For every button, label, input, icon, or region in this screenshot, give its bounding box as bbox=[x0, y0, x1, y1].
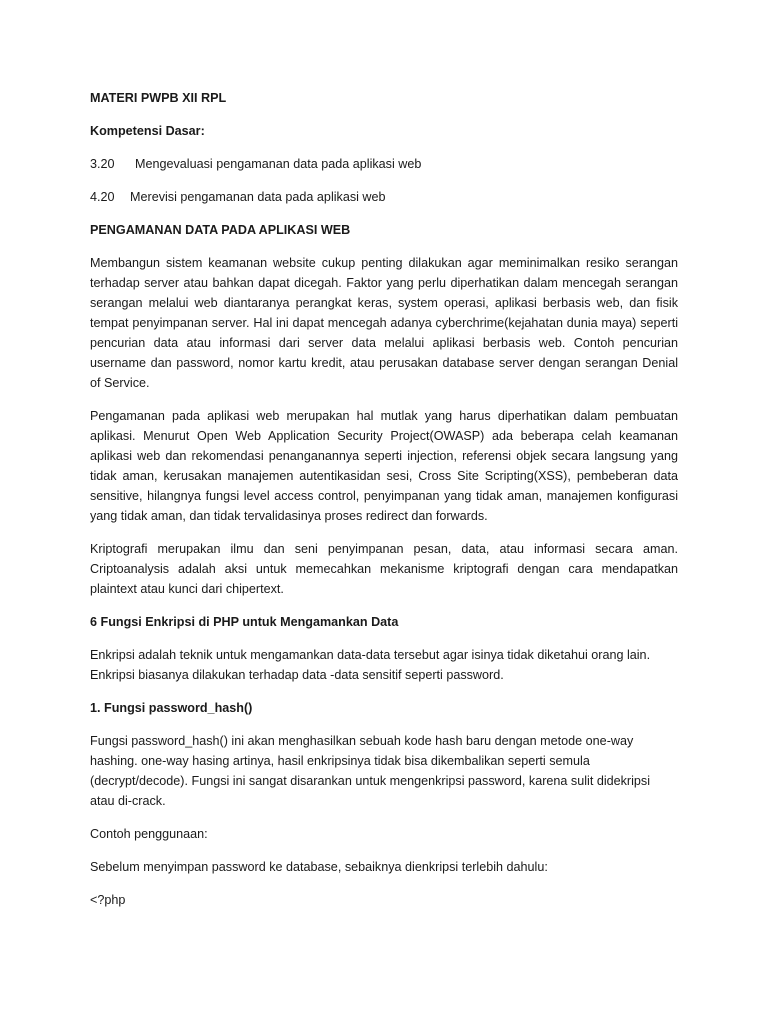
fungsi-heading: 1. Fungsi password_hash() bbox=[90, 701, 253, 715]
kompetensi-item bbox=[90, 154, 678, 174]
document-title: MATERI PWPB XII RPL bbox=[90, 91, 227, 105]
body-paragraph: Pengamanan pada aplikasi web merupakan hal mutlak yang harus diperhatikan dalam pembuatan aplikasi. Menurut Open Web Application Security Project(OWASP) ada beberapa celah keamanan aplikasi web dan rekomendasi penanganannya seperti injection, referensi objek secara langsung yang tidak aman, kerusakan manajemen autentikasidan sesi, Cross Site Scripting(XSS), pembeberan data sensitive, hilangnya fungsi level access control, penyimpanan yang tidak aman, manajemen konfigurasi yang tidak aman, dan tidak tervalidasinya proses redirect dan forwards. bbox=[90, 409, 678, 523]
section-heading: PENGAMANAN DATA PADA APLIKASI WEB bbox=[90, 223, 351, 237]
sebelum-line: Sebelum menyimpan password ke database, sebaiknya dienkripsi terlebih dahulu: bbox=[90, 860, 548, 874]
enkripsi-line: Enkripsi biasanya dilakukan terhadap data -data sensitif seperti password. bbox=[90, 668, 504, 682]
kompetensi-number: 4.20 bbox=[90, 190, 115, 204]
enkripsi-paragraph bbox=[90, 645, 678, 685]
enkripsi-heading: 6 Fungsi Enkripsi di PHP untuk Mengamankan Data bbox=[90, 615, 399, 629]
kompetensi-number: 3.20 bbox=[90, 157, 115, 171]
body-paragraph: Membangun sistem keamanan website cukup penting dilakukan agar meminimalkan resiko serangan terhadap server atau bahkan dapat dicegah. Faktor yang perlu diperhatikan dalam mencegah serangan serangan melalui web diantaranya perangkat keras, system operasi, aplikasi berbasis web, dan fisik tempat penyimpanan server. Hal ini dapat mencegah adanya cyberchrime(kejahatan dunia maya) seperti pencurian data atau informasi dari server data melalui aplikasi berbasis web. Contoh pencurian username dan password, nomor kartu kredit, atau perusakan database server dengan serangan Denial of Service. bbox=[90, 256, 678, 390]
contoh-label: Contoh penggunaan: bbox=[90, 827, 208, 841]
kompetensi-heading: Kompetensi Dasar: bbox=[90, 124, 205, 138]
enkripsi-line: Enkripsi adalah teknik untuk mengamankan data-data tersebut agar isinya tidak diketahui orang lain. bbox=[90, 648, 651, 662]
body-paragraph: Kriptografi merupakan ilmu dan seni penyimpanan pesan, data, atau informasi secara aman. Criptoanalysis adalah aksi untuk memecahkan mekanisme kriptografi dengan cara mendapatkan plaintext atau kunci dari chipertext. bbox=[90, 542, 678, 596]
fungsi-paragraph: Fungsi password_hash() ini akan menghasilkan sebuah kode hash baru dengan metode one-way hashing. one-way hasing artinya, hasil enkripsinya tidak bisa dikembalikan seperti semula (decrypt/decode). Fungsi ini sangat disarankan untuk mengenkripsi password, karena sulit didekripsi atau di-crack. bbox=[90, 734, 651, 808]
kompetensi-item bbox=[90, 187, 678, 207]
kompetensi-text: Merevisi pengamanan data pada aplikasi web bbox=[130, 190, 386, 204]
document-page bbox=[90, 88, 678, 923]
code-start: <?php bbox=[90, 893, 126, 907]
kompetensi-text: Mengevaluasi pengamanan data pada aplikasi web bbox=[135, 157, 422, 171]
